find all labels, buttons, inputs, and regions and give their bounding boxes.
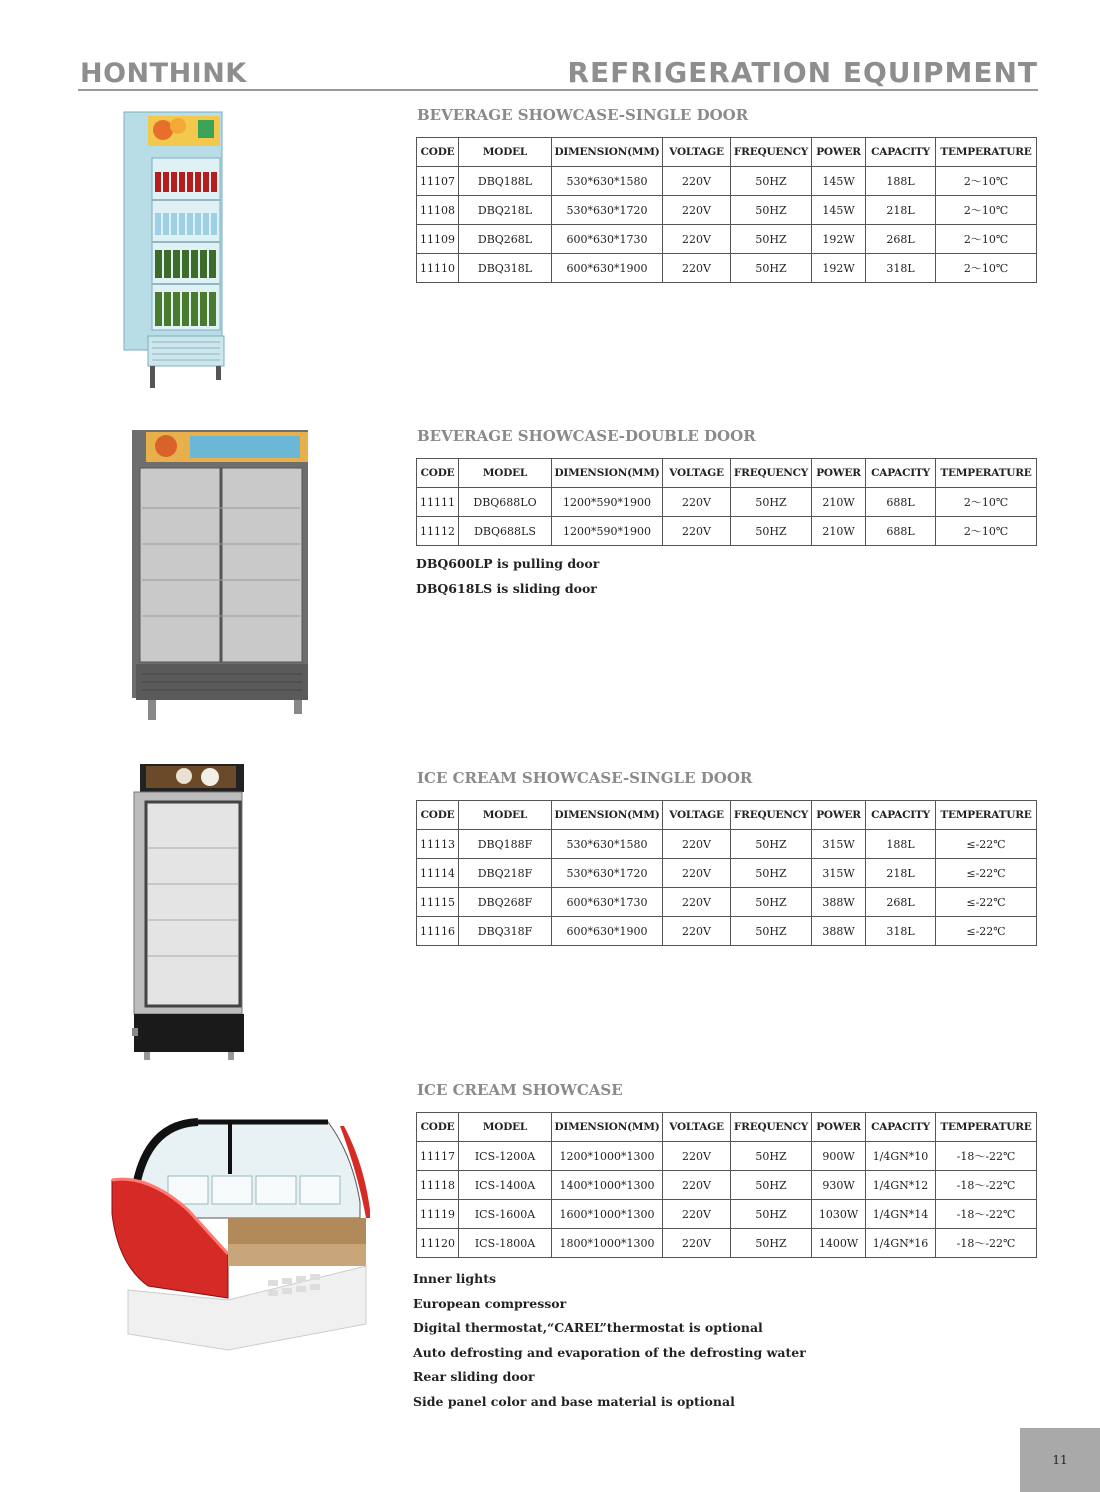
table-cell: 11113: [417, 830, 459, 859]
table-cell: 600*630*1730: [552, 225, 663, 254]
table-cell: 11112: [417, 517, 459, 546]
feature-list: [413, 1267, 806, 1414]
table-row: [417, 1171, 1037, 1200]
column-header: VOLTAGE: [663, 1113, 731, 1142]
table-cell: 145W: [812, 167, 866, 196]
table-cell: -18～-22℃: [936, 1229, 1037, 1258]
table-cell: 188L: [866, 167, 936, 196]
column-header: MODEL: [459, 138, 552, 167]
table-row: [417, 830, 1037, 859]
table-cell: -18～-22℃: [936, 1171, 1037, 1200]
table-cell: 530*630*1720: [552, 196, 663, 225]
feature-item: European compressor: [413, 1295, 567, 1311]
table-cell: DBQ218F: [459, 859, 552, 888]
table-cell: 900W: [812, 1142, 866, 1171]
column-header: POWER: [812, 801, 866, 830]
table-cell: 50HZ: [731, 1171, 812, 1200]
table-cell: 1/4GN*16: [866, 1229, 936, 1258]
table-cell: 1400*1000*1300: [552, 1171, 663, 1200]
table-cell: 2～10℃: [936, 488, 1037, 517]
table-cell: 1200*1000*1300: [552, 1142, 663, 1171]
table-cell: 188L: [866, 830, 936, 859]
table-cell: 2～10℃: [936, 225, 1037, 254]
table-cell: 50HZ: [731, 225, 812, 254]
table-cell: ICS-1600A: [459, 1200, 552, 1229]
table-cell: 11110: [417, 254, 459, 283]
table-cell: ≤-22℃: [936, 917, 1037, 946]
column-header: FREQUENCY: [731, 459, 812, 488]
table-cell: 50HZ: [731, 917, 812, 946]
column-header: DIMENSION(MM): [552, 1113, 663, 1142]
table-cell: 50HZ: [731, 888, 812, 917]
column-header: CODE: [417, 1113, 459, 1142]
table-cell: 50HZ: [731, 167, 812, 196]
section-title-beverage-double-door: BEVERAGE SHOWCASE-DOUBLE DOOR: [417, 427, 756, 445]
note-pulling-door: DBQ600LP is pulling door: [416, 556, 600, 571]
page-number: [1020, 1428, 1100, 1492]
table-cell: 220V: [663, 488, 731, 517]
table-row: [417, 1200, 1037, 1229]
table-cell: 220V: [663, 917, 731, 946]
table-cell: 11118: [417, 1171, 459, 1200]
table-row: [417, 1229, 1037, 1258]
column-header: TEMPERATURE: [936, 801, 1037, 830]
table-cell: DBQ268L: [459, 225, 552, 254]
beverage-single-door-table: [416, 137, 1037, 283]
table-cell: 388W: [812, 917, 866, 946]
table-row: [417, 196, 1037, 225]
table-cell: 1200*590*1900: [552, 517, 663, 546]
column-header: MODEL: [459, 459, 552, 488]
table-cell: ICS-1200A: [459, 1142, 552, 1171]
table-cell: 220V: [663, 888, 731, 917]
beverage-double-door-table: [416, 458, 1037, 546]
ice-cream-single-door-table: [416, 800, 1037, 946]
table-header-row: [417, 138, 1037, 167]
feature-item: Auto defrosting and evaporation of the defrosting water: [413, 1344, 806, 1360]
ice-cream-showcase-table: [416, 1112, 1037, 1258]
table-cell: DBQ188F: [459, 830, 552, 859]
table-cell: 220V: [663, 1171, 731, 1200]
table-cell: 2～10℃: [936, 196, 1037, 225]
table-cell: DBQ318F: [459, 917, 552, 946]
table-cell: 1200*590*1900: [552, 488, 663, 517]
table-cell: -18～-22℃: [936, 1142, 1037, 1171]
table-cell: 530*630*1720: [552, 859, 663, 888]
table-cell: 11116: [417, 917, 459, 946]
table-cell: 11120: [417, 1229, 459, 1258]
table-cell: 318L: [866, 917, 936, 946]
column-header: CAPACITY: [866, 138, 936, 167]
table-cell: 50HZ: [731, 517, 812, 546]
table-cell: 220V: [663, 1229, 731, 1258]
table-cell: 268L: [866, 888, 936, 917]
table-cell: 11111: [417, 488, 459, 517]
section-title-ice-cream-single-door: ICE CREAM SHOWCASE-SINGLE DOOR: [417, 769, 753, 787]
column-header: VOLTAGE: [663, 459, 731, 488]
column-header: FREQUENCY: [731, 138, 812, 167]
table-cell: 530*630*1580: [552, 830, 663, 859]
feature-item: Rear sliding door: [413, 1369, 535, 1384]
table-header-row: [417, 1113, 1037, 1142]
table-cell: 50HZ: [731, 859, 812, 888]
table-header-row: [417, 801, 1037, 830]
column-header: CAPACITY: [866, 1113, 936, 1142]
column-header: POWER: [812, 459, 866, 488]
table-cell: 218L: [866, 196, 936, 225]
table-cell: 11109: [417, 225, 459, 254]
column-header: CAPACITY: [866, 459, 936, 488]
table-cell: 268L: [866, 225, 936, 254]
table-cell: ≤-22℃: [936, 830, 1037, 859]
table-cell: 1/4GN*14: [866, 1200, 936, 1229]
table-row: [417, 167, 1037, 196]
table-cell: 50HZ: [731, 196, 812, 225]
table-cell: 1400W: [812, 1229, 866, 1258]
table-cell: DBQ688LO: [459, 488, 552, 517]
table-cell: DBQ318L: [459, 254, 552, 283]
column-header: TEMPERATURE: [936, 138, 1037, 167]
table-cell: 11117: [417, 1142, 459, 1171]
table-cell: 388W: [812, 888, 866, 917]
section-title-ice-cream-showcase: ICE CREAM SHOWCASE: [417, 1081, 623, 1099]
column-header: VOLTAGE: [663, 801, 731, 830]
table-cell: 220V: [663, 167, 731, 196]
table-cell: 218L: [866, 859, 936, 888]
table-cell: 315W: [812, 859, 866, 888]
table-row: [417, 517, 1037, 546]
ice-cream-single-door-image: [130, 762, 248, 1062]
table-cell: 1030W: [812, 1200, 866, 1229]
beverage-double-door-image: [130, 428, 310, 724]
table-cell: 318L: [866, 254, 936, 283]
table-cell: 220V: [663, 859, 731, 888]
column-header: CAPACITY: [866, 801, 936, 830]
table-row: [417, 888, 1037, 917]
table-cell: 2～10℃: [936, 167, 1037, 196]
feature-item: Digital thermostat,“CAREL”thermostat is optional: [413, 1320, 763, 1335]
table-cell: 11114: [417, 859, 459, 888]
column-header: DIMENSION(MM): [552, 459, 663, 488]
table-cell: 1/4GN*12: [866, 1171, 936, 1200]
column-header: MODEL: [459, 1113, 552, 1142]
header-divider: [78, 89, 1038, 91]
column-header: DIMENSION(MM): [552, 138, 663, 167]
table-cell: 192W: [812, 225, 866, 254]
table-row: [417, 225, 1037, 254]
table-cell: 11108: [417, 196, 459, 225]
table-cell: ≤-22℃: [936, 888, 1037, 917]
table-cell: 220V: [663, 1142, 731, 1171]
table-cell: DBQ688LS: [459, 517, 552, 546]
section-title-beverage-single-door: BEVERAGE SHOWCASE-SINGLE DOOR: [417, 106, 749, 124]
column-header: FREQUENCY: [731, 1113, 812, 1142]
table-cell: DBQ188L: [459, 167, 552, 196]
table-cell: 50HZ: [731, 488, 812, 517]
table-cell: -18～-22℃: [936, 1200, 1037, 1229]
column-header: TEMPERATURE: [936, 459, 1037, 488]
table-cell: ICS-1400A: [459, 1171, 552, 1200]
column-header: CODE: [417, 801, 459, 830]
note-sliding-door: DBQ618LS is sliding door: [416, 581, 597, 596]
table-cell: 220V: [663, 196, 731, 225]
table-row: [417, 859, 1037, 888]
beverage-single-door-image: [118, 110, 230, 392]
table-cell: 600*630*1900: [552, 254, 663, 283]
table-cell: 50HZ: [731, 1142, 812, 1171]
table-row: [417, 1142, 1037, 1171]
table-cell: 210W: [812, 517, 866, 546]
table-cell: 192W: [812, 254, 866, 283]
table-cell: 1600*1000*1300: [552, 1200, 663, 1229]
feature-item: Inner lights: [413, 1271, 497, 1286]
table-cell: 2～10℃: [936, 254, 1037, 283]
table-cell: 145W: [812, 196, 866, 225]
column-header: VOLTAGE: [663, 138, 731, 167]
column-header: POWER: [812, 138, 866, 167]
table-cell: 688L: [866, 488, 936, 517]
table-cell: 220V: [663, 830, 731, 859]
table-cell: ICS-1800A: [459, 1229, 552, 1258]
table-cell: 50HZ: [731, 1229, 812, 1258]
page-number-text: 11: [1052, 1453, 1068, 1467]
table-cell: 50HZ: [731, 830, 812, 859]
table-cell: 2～10℃: [936, 517, 1037, 546]
ice-cream-showcase-image: [108, 1114, 372, 1354]
table-cell: 600*630*1900: [552, 917, 663, 946]
table-row: [417, 254, 1037, 283]
table-cell: 50HZ: [731, 1200, 812, 1229]
table-header-row: [417, 459, 1037, 488]
table-cell: 600*630*1730: [552, 888, 663, 917]
table-cell: 220V: [663, 517, 731, 546]
column-header: MODEL: [459, 801, 552, 830]
table-cell: 1800*1000*1300: [552, 1229, 663, 1258]
table-cell: 530*630*1580: [552, 167, 663, 196]
brand-name: HONTHINK: [80, 58, 247, 89]
table-row: [417, 917, 1037, 946]
table-cell: 315W: [812, 830, 866, 859]
table-cell: DBQ268F: [459, 888, 552, 917]
column-header: CODE: [417, 138, 459, 167]
table-cell: DBQ218L: [459, 196, 552, 225]
table-cell: 220V: [663, 1200, 731, 1229]
table-cell: 11107: [417, 167, 459, 196]
table-cell: 220V: [663, 254, 731, 283]
table-cell: 220V: [663, 225, 731, 254]
column-header: POWER: [812, 1113, 866, 1142]
feature-item: Side panel color and base material is optional: [413, 1393, 735, 1409]
page-title: REFRIGERATION EQUIPMENT: [567, 56, 1038, 89]
column-header: TEMPERATURE: [936, 1113, 1037, 1142]
table-cell: 50HZ: [731, 254, 812, 283]
column-header: DIMENSION(MM): [552, 801, 663, 830]
table-cell: ≤-22℃: [936, 859, 1037, 888]
table-cell: 688L: [866, 517, 936, 546]
table-cell: 11119: [417, 1200, 459, 1229]
column-header: FREQUENCY: [731, 801, 812, 830]
table-cell: 1/4GN*10: [866, 1142, 936, 1171]
column-header: CODE: [417, 459, 459, 488]
table-row: [417, 488, 1037, 517]
table-cell: 210W: [812, 488, 866, 517]
table-cell: 930W: [812, 1171, 866, 1200]
table-cell: 11115: [417, 888, 459, 917]
